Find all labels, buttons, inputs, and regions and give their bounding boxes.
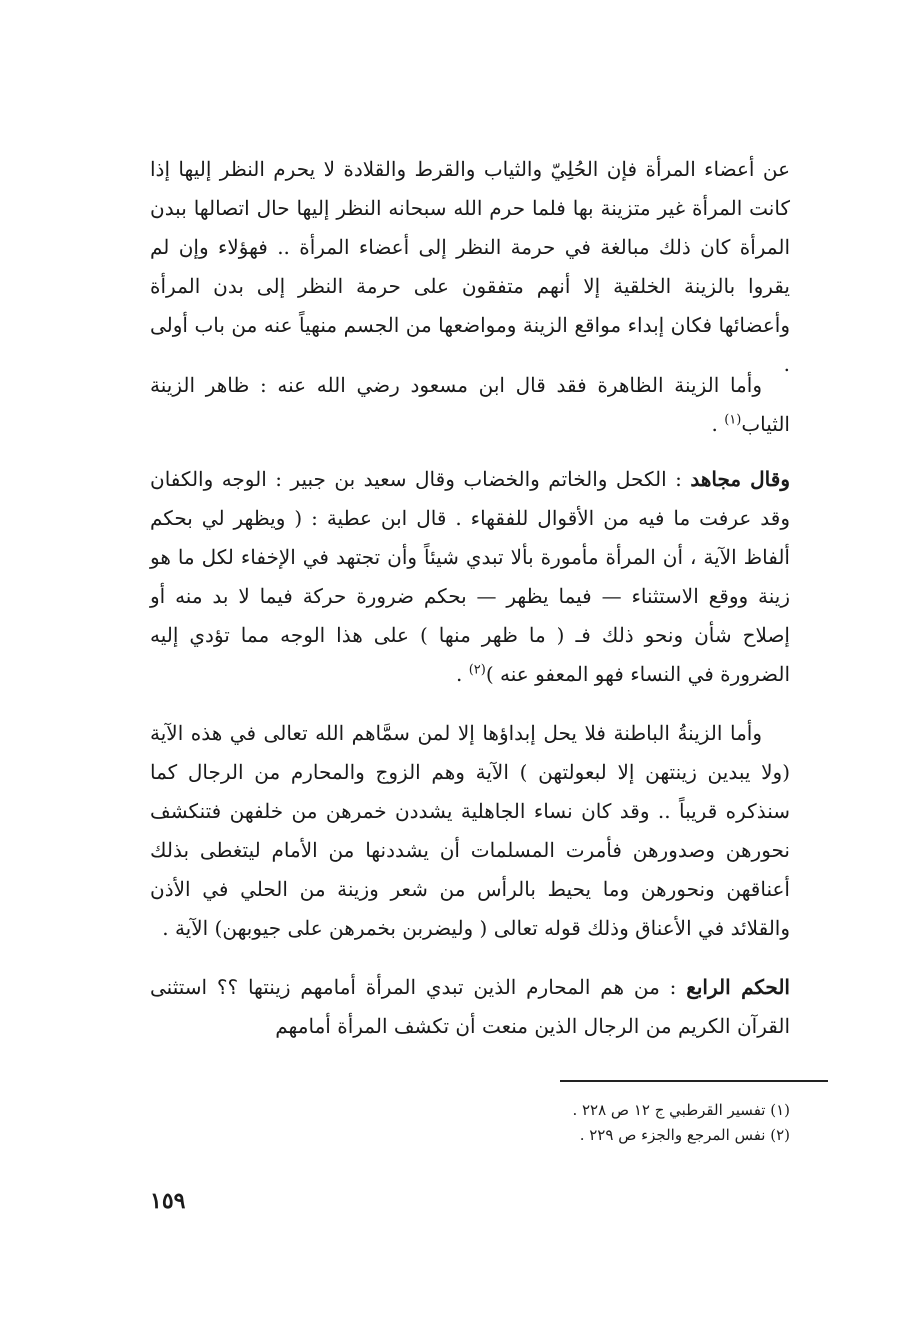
paragraph-5-lead: الحكم الرابع bbox=[686, 975, 790, 999]
footnote-ref-2: (٢) bbox=[468, 662, 486, 678]
paragraph-4: وأما الزينةُ الباطنة فلا يحل إبداؤها إلا لمن سمَّاهم الله تعالى في هذه الآية (ولا يبدين زينتهن إلا لبعولتهن ) الآية وهم الزوج والمحارم من الرجال كما سنذكره قريباً .. وقد كان نساء الجاهلية يشددن خمرهن من خلفهن فتنكشف نحورهن وصدورهن فأمرت المسلمات أن يشددنها من الأمام ليتغطى بذلك أعناقهن ونحورهن وما يحيط بالرأس من شعر وزينة من الحلي في الأذن والقلائد في الأعناق وذلك قوله تعالى ( وليضربن بخمرهن على جيوبهن) الآية . bbox=[150, 721, 791, 940]
paragraph-3-text: : الكحل والخاتم والخضاب وقال سعيد بن جبير : الوجه والكفان وقد عرفت ما فيه من الأقوال للفقهاء . قال ابن عطية : ( ويظهر لي بحكم ألفاظ الآية ، أن المرأة مأمورة بألا تبدي شيئاً وأن تجتهد في الإخفاء لكل ما هو زينة ووقع الاستثناء — فيما يظهر — بحكم ضرورة حركة فيما لا بد منه أو إصلاح شأن ونحو ذلك فـ ( ما ظهر منها ) على هذا الوجه مما تؤدي إليه الضرورة في النساء فهو المعفو عنه ) bbox=[150, 467, 790, 686]
footnote-2: (٢) نفس المرجع والجزء ص ٢٢٩ . bbox=[579, 1126, 790, 1144]
paragraph-3-end: . bbox=[456, 662, 469, 686]
footnote-ref-1: (١) bbox=[724, 412, 742, 428]
footnote-1: (١) تفسير القرطبي ج ١٢ ص ٢٢٨ . bbox=[572, 1101, 790, 1119]
paragraph-2-end: . bbox=[711, 412, 725, 436]
paragraph-3-lead: وقال مجاهد bbox=[690, 467, 790, 491]
paragraph-5-text: : من هم المحارم الذين تبدي المرأة أمامهم زينتها ؟؟ استثنى القرآن الكريم من الرجال الذين منعت أن تكشف المرأة أمامهم bbox=[150, 975, 790, 1038]
paragraph-2-text: وأما الزينة الظاهرة فقد قال ابن مسعود رضي الله عنه : ظاهر الزينة الثياب bbox=[150, 373, 790, 436]
footnote-divider bbox=[560, 1080, 828, 1082]
footnotes bbox=[450, 1098, 790, 1148]
paragraph-1: عن أعضاء المرأة فإن الحُلِيّ والثياب والقرط والقلادة لا يحرم النظر إليها إذا كانت المرأة غير متزينة بها فلما حرم الله سبحانه النظر إليها حال اتصالها ببدن المرأة كان ذلك مبالغة في حرمة النظر إلى أعضاء المرأة .. فهؤلاء وإن لم يقروا بالزينة الخلقية إلا أنهم متفقون على حرمة النظر إلى بدن المرأة وأعضائها فكان إبداء مواقع الزينة ومواضعها من الجسم منهياً عنه من باب أولى . bbox=[150, 157, 790, 376]
page-number: ١٥٩ bbox=[150, 1188, 186, 1214]
paragraph-5 bbox=[150, 968, 790, 1046]
paragraph-2 bbox=[150, 366, 790, 444]
paragraph-3 bbox=[150, 460, 790, 694]
